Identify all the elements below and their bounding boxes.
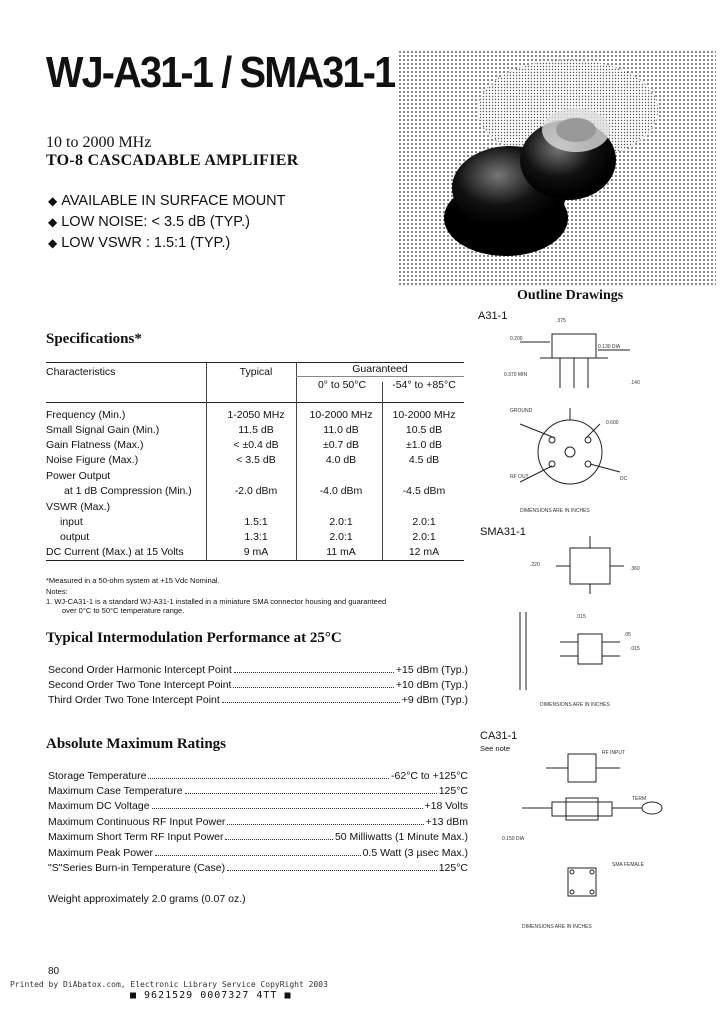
- svg-text:0.370 MIN: 0.370 MIN: [504, 372, 528, 378]
- svg-text:.015: .015: [576, 614, 586, 620]
- svg-text:RF OUT: RF OUT: [510, 474, 529, 480]
- printed-by-footer: Printed by DiAbatox.com, Electronic Library Service CopyRight 2003: [10, 980, 328, 989]
- spec-footnote: *Measured in a 50-ohm system at +15 Vdc Nominal.: [46, 576, 220, 585]
- svg-text:RF INPUT: RF INPUT: [602, 750, 626, 756]
- sma31-1-outline-drawing: [490, 530, 716, 726]
- rating-row: Storage Temperature -62°C to +125°C: [48, 770, 468, 782]
- page-title: WJ-A31-1 / SMA31-1: [46, 48, 395, 97]
- typical-header: Typical: [239, 366, 273, 378]
- rating-row: Maximum Short Term RF Input Power 50 Milliwatts (1 Minute Max.): [48, 831, 468, 843]
- notes-label: Notes:: [46, 587, 68, 596]
- rating-row: Maximum Peak Power 0.5 Watt (3 µsec Max.): [48, 847, 468, 859]
- note-1-line-2: over 0°C to 50°C temperature range.: [62, 606, 185, 615]
- guaranteed-header: Guaranteed: [352, 363, 408, 375]
- note-1-line-1: 1. WJ-CA31-1 is a standard WJ-A31-1 installed in a miniature SMA connector housing and guaranteed: [46, 597, 387, 606]
- rating-row: Maximum DC Voltage +18 Volts: [48, 800, 468, 812]
- intermod-row: Second Order Two Tone Intercept Point +10 dBm (Typ.): [48, 679, 468, 691]
- ca31-1-note-ref: See note: [480, 744, 511, 753]
- a31-1-drawing-label: A31-1: [478, 310, 508, 322]
- weight-text: Weight approximately 2.0 grams (0.07 oz.): [48, 893, 246, 905]
- svg-text:0.200: 0.200: [510, 336, 523, 342]
- svg-text:DIMENSIONS ARE IN INCHES: DIMENSIONS ARE IN INCHES: [540, 702, 610, 708]
- intermod-row: Second Order Harmonic Intercept Point +15 dBm (Typ.): [48, 664, 468, 676]
- svg-text:.05: .05: [624, 632, 631, 638]
- page-number: 80: [48, 966, 60, 977]
- diamond-bullet-icon: ◆: [48, 215, 58, 229]
- svg-text:0.600: 0.600: [606, 420, 619, 426]
- product-photo: [398, 50, 716, 286]
- product-type-subtitle: TO-8 CASCADABLE AMPLIFIER: [46, 152, 299, 169]
- svg-text:TERM: TERM: [632, 796, 647, 802]
- svg-text:DIMENSIONS ARE IN INCHES: DIMENSIONS ARE IN INCHES: [522, 924, 592, 930]
- outline-drawings-title: Outline Drawings: [517, 288, 624, 303]
- svg-text:0.130 DIA: 0.130 DIA: [598, 344, 621, 350]
- rating-row: Maximum Case Temperature 125°C: [48, 785, 468, 797]
- svg-text:GROUND: GROUND: [510, 408, 533, 414]
- a31-1-outline-drawing: [480, 312, 716, 522]
- sma31-1-drawing-label: SMA31-1: [480, 526, 526, 538]
- diamond-bullet-icon: ◆: [48, 194, 58, 208]
- range2-header: -54° to +85°C: [392, 379, 456, 391]
- svg-text:.360: .360: [630, 566, 640, 572]
- svg-text:.015: .015: [630, 646, 640, 652]
- rating-row: Maximum Continuous RF Input Power +13 dBm: [48, 816, 468, 828]
- svg-text:.140: .140: [630, 380, 640, 386]
- svg-text:.375: .375: [556, 318, 566, 324]
- ca31-1-drawing-label: CA31-1: [480, 730, 518, 742]
- feature-item: ◆ LOW NOISE: < 3.5 dB (TYP.): [48, 214, 250, 230]
- feature-item: ◆ AVAILABLE IN SURFACE MOUNT: [48, 193, 286, 209]
- frequency-range-subtitle: 10 to 2000 MHz: [46, 134, 152, 151]
- svg-text:SMA FEMALE: SMA FEMALE: [612, 862, 644, 868]
- svg-text:DIMENSIONS ARE IN INCHES: DIMENSIONS ARE IN INCHES: [520, 508, 590, 514]
- svg-text:DC: DC: [620, 476, 628, 482]
- feature-item: ◆ LOW VSWR : 1.5:1 (TYP.): [48, 235, 231, 251]
- intermod-heading: Typical Intermodulation Performance at 25°C: [46, 630, 342, 646]
- ca31-1-outline-drawing: [482, 740, 716, 936]
- diamond-bullet-icon: ◆: [48, 236, 58, 250]
- svg-text:.220: .220: [530, 562, 540, 568]
- barcode-text: ■ 9621529 0007327 4TT ■: [130, 990, 292, 1001]
- absolute-max-heading: Absolute Maximum Ratings: [46, 736, 227, 752]
- intermod-row: Third Order Two Tone Intercept Point +9 dBm (Typ.): [48, 694, 468, 706]
- range1-header: 0° to 50°C: [317, 379, 367, 391]
- rating-row: "S"Series Burn-in Temperature (Case) 125°C: [48, 862, 468, 874]
- characteristics-header: Characteristics: [46, 366, 116, 378]
- specifications-heading: Specifications*: [46, 331, 142, 347]
- svg-text:0.150 DIA: 0.150 DIA: [502, 836, 525, 842]
